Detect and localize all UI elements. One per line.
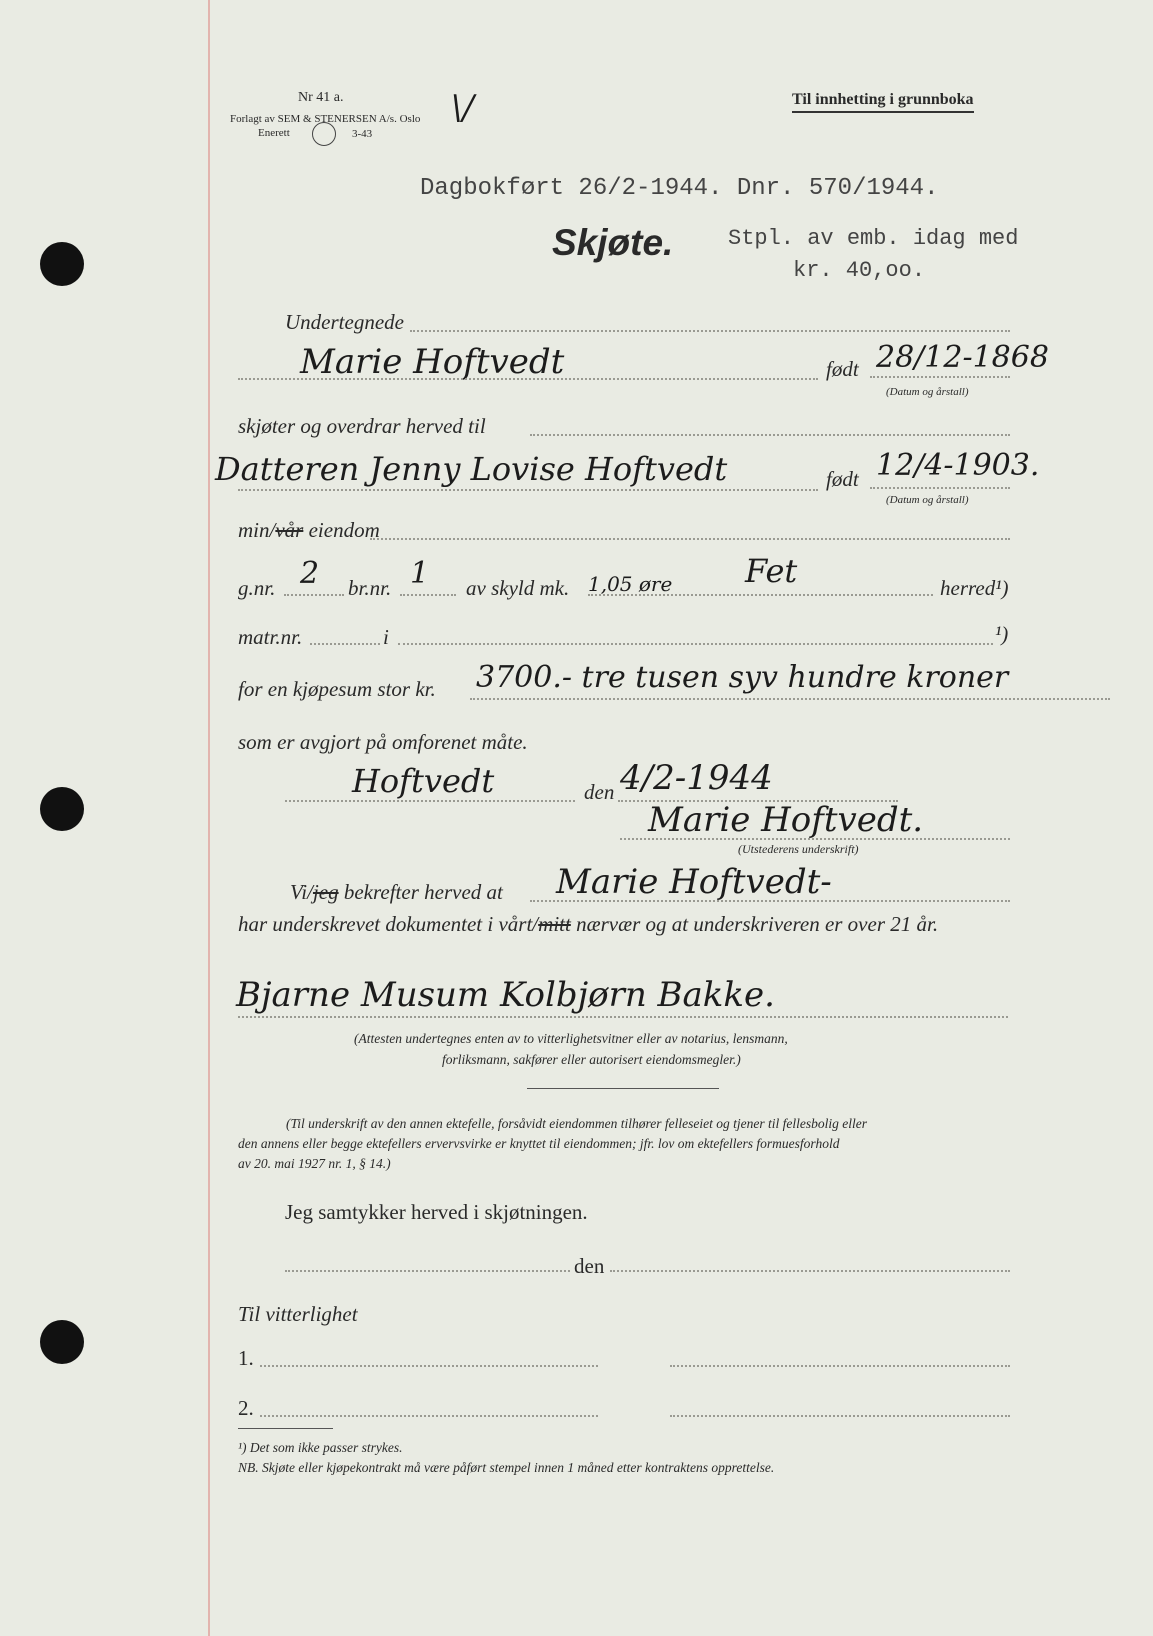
margin-line bbox=[208, 0, 210, 1636]
seller-birth: 28/12-1868 bbox=[876, 340, 1049, 375]
attest-note-2: forliksmann, sakfører eller autorisert eiendomsmegler.) bbox=[442, 1052, 741, 1067]
seller-signature: Marie Hoftvedt. bbox=[648, 800, 924, 840]
kjopesum-label: for en kjøpesum stor kr. bbox=[238, 677, 436, 701]
date: 4/2-1944 bbox=[620, 758, 773, 798]
footnote-2: NB. Skjøte eller kjøpekontrakt må være påført stempel innen 1 måned etter kontraktens opprettelse. bbox=[238, 1460, 775, 1475]
fodt-label: født bbox=[826, 467, 859, 491]
bekrefter: bekrefter herved at bbox=[338, 880, 503, 904]
fodt-label: født bbox=[826, 357, 859, 381]
form-code: 3-43 bbox=[352, 128, 373, 140]
dotted-line bbox=[284, 594, 344, 596]
herred-value: Fet bbox=[745, 552, 798, 590]
dotted-line bbox=[610, 1270, 1010, 1272]
utsteder-label: (Utstederens underskrift) bbox=[738, 842, 859, 856]
dotted-line bbox=[670, 1415, 1010, 1417]
vitterlighet-label: Til vitterlighet bbox=[238, 1302, 358, 1326]
consent-text: Jeg samtykker herved i skjøtningen. bbox=[285, 1200, 588, 1224]
gnr-value: 2 bbox=[300, 556, 320, 591]
publisher-logo bbox=[312, 122, 336, 146]
eiendom-vaar-struck: vår bbox=[275, 518, 304, 542]
eiendom-rest: eiendom bbox=[303, 518, 380, 542]
binder-hole bbox=[40, 1320, 84, 1364]
divider bbox=[527, 1088, 719, 1089]
attest-note-1: (Attesten undertegnes enten av to vitterlighetsvitner eller av notarius, lensmann, bbox=[354, 1031, 788, 1046]
dotted-line bbox=[870, 487, 1010, 489]
herred-label: herred¹) bbox=[940, 576, 1009, 600]
dotted-line bbox=[870, 376, 1010, 378]
dotted-line bbox=[620, 838, 1010, 840]
form-number: Nr 41 a. bbox=[298, 90, 344, 105]
matr-label: matr.nr. bbox=[238, 625, 303, 649]
dotted-line bbox=[238, 1016, 1008, 1018]
witness-line bbox=[290, 880, 503, 905]
den-label: den bbox=[574, 1254, 605, 1278]
dotted-line bbox=[470, 698, 1110, 700]
spouse-note-2: den annens eller begge ektefellers ervervsvirke er knyttet til eiendommen; jfr. lov om ektefellers formuesforhold bbox=[238, 1136, 840, 1151]
dotted-line bbox=[530, 900, 1010, 902]
jeg-struck: jeg bbox=[312, 880, 339, 904]
brnr-value: 1 bbox=[410, 556, 430, 591]
witness-line2 bbox=[238, 912, 938, 937]
avgjort-label: som er avgjort på omforenet måte. bbox=[238, 730, 528, 754]
matr-i: i bbox=[383, 625, 389, 649]
dotted-line bbox=[588, 594, 933, 596]
vi: Vi/ bbox=[290, 880, 313, 904]
form-rights: Enerett bbox=[258, 127, 290, 139]
skyld-value: 1,05 øre bbox=[588, 572, 673, 596]
spouse-note-1: (Til underskrift av den annen ektefelle, forsåvidt eiendommen tilhører felleseiet og tjener til fellesbolig eller bbox=[286, 1116, 867, 1131]
dotted-line bbox=[285, 800, 575, 802]
dotted-line bbox=[310, 643, 380, 645]
brnr-label: br.nr. bbox=[348, 576, 392, 600]
witness-subject-name: Marie Hoftvedt- bbox=[556, 862, 832, 902]
witness-line2-b: nærvær og at underskriveren er over 21 år. bbox=[570, 912, 939, 936]
header-right: Til innhetting i grunnboka bbox=[792, 91, 974, 113]
check-mark: \/ bbox=[451, 88, 474, 128]
buyer-birth: 12/4-1903. bbox=[876, 448, 1040, 483]
kjopesum-value: 3700.- tre tusen syv hundre kroner bbox=[476, 660, 1009, 695]
witness-line2-a: har underskrevet dokumentet i vårt/ bbox=[238, 912, 539, 936]
witness-signatures: Bjarne Musum Kolbjørn Bakke. bbox=[236, 975, 775, 1015]
footnote-1: ¹) Det som ikke passer strykes. bbox=[238, 1440, 403, 1455]
undertegnede-label: Undertegnede bbox=[285, 310, 404, 334]
den-label: den bbox=[584, 780, 615, 804]
dotted-line bbox=[238, 378, 818, 380]
spouse-note-3: av 20. mai 1927 nr. 1, § 14.) bbox=[238, 1156, 391, 1171]
seller-name: Marie Hoftvedt bbox=[300, 342, 565, 382]
eiendom-min: min/ bbox=[238, 518, 276, 542]
dotted-line bbox=[398, 643, 993, 645]
document-title: Skjøte. bbox=[552, 222, 674, 263]
skyld-label: av skyld mk. bbox=[466, 576, 570, 600]
buyer-name: Datteren Jenny Lovise Hoftvedt bbox=[215, 450, 728, 488]
dotted-line bbox=[260, 1415, 598, 1417]
dotted-line bbox=[238, 489, 818, 491]
dotted-line bbox=[260, 1365, 598, 1367]
footnote-divider bbox=[238, 1428, 333, 1429]
binder-hole bbox=[40, 787, 84, 831]
place: Hoftvedt bbox=[352, 762, 495, 800]
datum-label: (Datum og årstall) bbox=[886, 386, 969, 398]
dotted-line bbox=[400, 594, 456, 596]
binder-hole bbox=[40, 242, 84, 286]
eiendom-label bbox=[238, 518, 380, 543]
dotted-line bbox=[530, 434, 1010, 436]
dotted-line bbox=[370, 538, 1010, 540]
gnr-label: g.nr. bbox=[238, 576, 276, 600]
stamp-fee-line1: Stpl. av emb. idag med bbox=[728, 226, 1019, 251]
mitt-struck: mitt bbox=[538, 912, 571, 936]
witness-number-2: 2. bbox=[238, 1396, 254, 1420]
witness-number-1: 1. bbox=[238, 1346, 254, 1370]
diary-stamp: Dagbokført 26/2-1944. Dnr. 570/1944. bbox=[420, 175, 939, 202]
dotted-line bbox=[670, 1365, 1010, 1367]
skjoter-label: skjøter og overdrar herved til bbox=[238, 414, 486, 438]
dotted-line bbox=[410, 330, 1010, 332]
matr-end: ¹) bbox=[995, 622, 1009, 646]
stamp-fee-line2: kr. 40,oo. bbox=[793, 258, 926, 283]
form-publisher: Forlagt av SEM & STENERSEN A/s. Oslo bbox=[230, 113, 421, 125]
datum-label: (Datum og årstall) bbox=[886, 494, 969, 506]
dotted-line bbox=[285, 1270, 570, 1272]
